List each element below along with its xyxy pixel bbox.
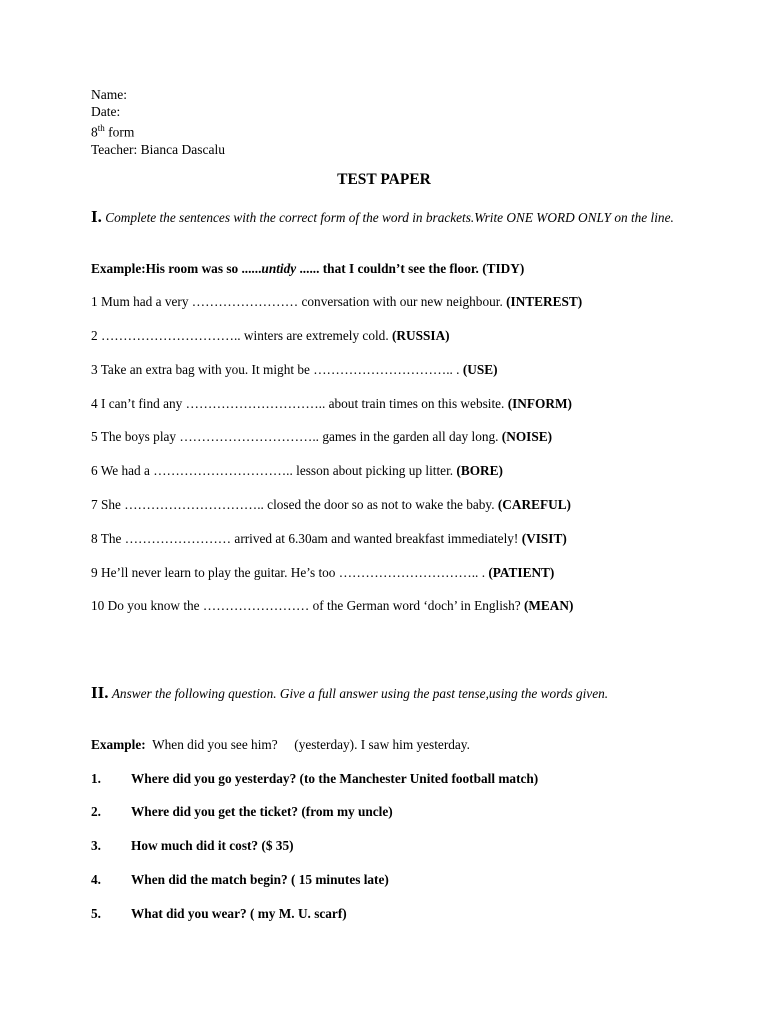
question-5 <box>91 906 347 922</box>
form-number: 8 <box>91 124 98 140</box>
page-title: TEST PAPER <box>337 171 431 188</box>
sentence-1 <box>91 294 582 310</box>
example-word: (TIDY) <box>482 261 525 276</box>
section1-example <box>91 261 524 277</box>
question-number: 2. <box>91 804 101 819</box>
question-2 <box>91 804 393 820</box>
teacher-label: Teacher: Bianca Dascalu <box>91 141 225 157</box>
sentence-word: (INFORM) <box>507 396 572 411</box>
sentence-4 <box>91 396 572 412</box>
sentence-text: 3 Take an extra bag with you. It might be ………………………….. . <box>91 362 463 377</box>
question-1 <box>91 771 538 787</box>
example-label: Example: <box>91 261 146 276</box>
sentence-8 <box>91 531 567 547</box>
example-answer: untidy <box>261 261 297 276</box>
sentence-word: (USE) <box>462 362 498 377</box>
sentence-text: 5 The boys play ………………………….. games in the garden all day long. <box>91 429 502 444</box>
sentence-word: (INTEREST) <box>506 294 583 309</box>
section1-instruction <box>91 207 681 227</box>
question-number: 3. <box>91 838 101 853</box>
sentence-9 <box>91 565 554 581</box>
section1-numeral: I. <box>91 207 102 226</box>
sentence-text: 4 I can’t find any ………………………….. about train times on this website. <box>91 396 508 411</box>
question-text: Where did you go yesterday? (to the Manchester United football match) <box>131 771 539 786</box>
sentence-word: (RUSSIA) <box>391 328 450 343</box>
question-number: 1. <box>91 771 101 786</box>
sentence-word: (MEAN) <box>523 598 574 613</box>
sentence-3 <box>91 362 498 378</box>
example-before: His room was so ...... <box>145 261 262 276</box>
question-text: What did you wear? ( my M. U. scarf) <box>131 906 347 921</box>
sentence-word: (NOISE) <box>501 429 553 444</box>
sentence-text: 10 Do you know the …………………… of the German word ‘doch’ in English? <box>91 598 524 613</box>
question-text: How much did it cost? ($ 35) <box>131 838 294 853</box>
question-3 <box>91 838 294 854</box>
sentence-7 <box>91 497 571 513</box>
sentence-2 <box>91 328 450 344</box>
question-number: 4. <box>91 872 101 887</box>
name-label: Name: <box>91 87 127 102</box>
sentence-6 <box>91 463 503 479</box>
sentence-text: 1 Mum had a very …………………… conversation with our new neighbour. <box>91 294 507 309</box>
example-after: ...... that I couldn’t see the floor. <box>296 261 479 276</box>
student-header <box>91 86 225 158</box>
sentence-word: (CAREFUL) <box>497 497 571 512</box>
question-text: Where did you get the ticket? (from my uncle) <box>131 804 393 819</box>
date-label: Date: <box>91 104 121 119</box>
example-label: Example: <box>91 737 146 752</box>
form-word: form <box>104 124 135 140</box>
sentence-5 <box>91 429 552 445</box>
example-hint: (yesterday) <box>294 737 355 752</box>
section2-numeral: II. <box>91 683 109 702</box>
question-text: When did the match begin? ( 15 minutes late) <box>131 872 389 887</box>
sentence-text: 6 We had a ………………………….. lesson about picking up litter. <box>91 463 457 478</box>
section2-example <box>91 737 470 753</box>
example-question: When did you see him? <box>152 737 278 752</box>
sentence-word: (BORE) <box>456 463 503 478</box>
section2-instruction <box>91 683 681 703</box>
sentence-text: 9 He’ll never learn to play the guitar. He’s too ………………………….. . <box>91 565 489 580</box>
example-answer: . I saw him yesterday. <box>354 737 470 752</box>
form-suffix: th <box>97 123 105 133</box>
section1-instruction-text: Complete the sentences with the correct form of the word in brackets.Write ONE WORD ONLY on the line. <box>105 210 674 225</box>
question-number: 5. <box>91 906 101 921</box>
section2-instruction-text: Answer the following question. Give a full answer using the past tense,using the words given. <box>111 686 609 701</box>
sentence-word: (VISIT) <box>521 531 567 546</box>
question-4 <box>91 872 389 888</box>
sentence-10 <box>91 598 573 614</box>
sentence-text: 2 ………………………….. winters are extremely cold. <box>91 328 392 343</box>
sentence-text: 8 The …………………… arrived at 6.30am and wanted breakfast immediately! <box>91 531 522 546</box>
sentence-text: 7 She ………………………….. closed the door so as not to wake the baby. <box>91 497 498 512</box>
form-label <box>91 120 225 141</box>
sentence-word: (PATIENT) <box>488 565 555 580</box>
